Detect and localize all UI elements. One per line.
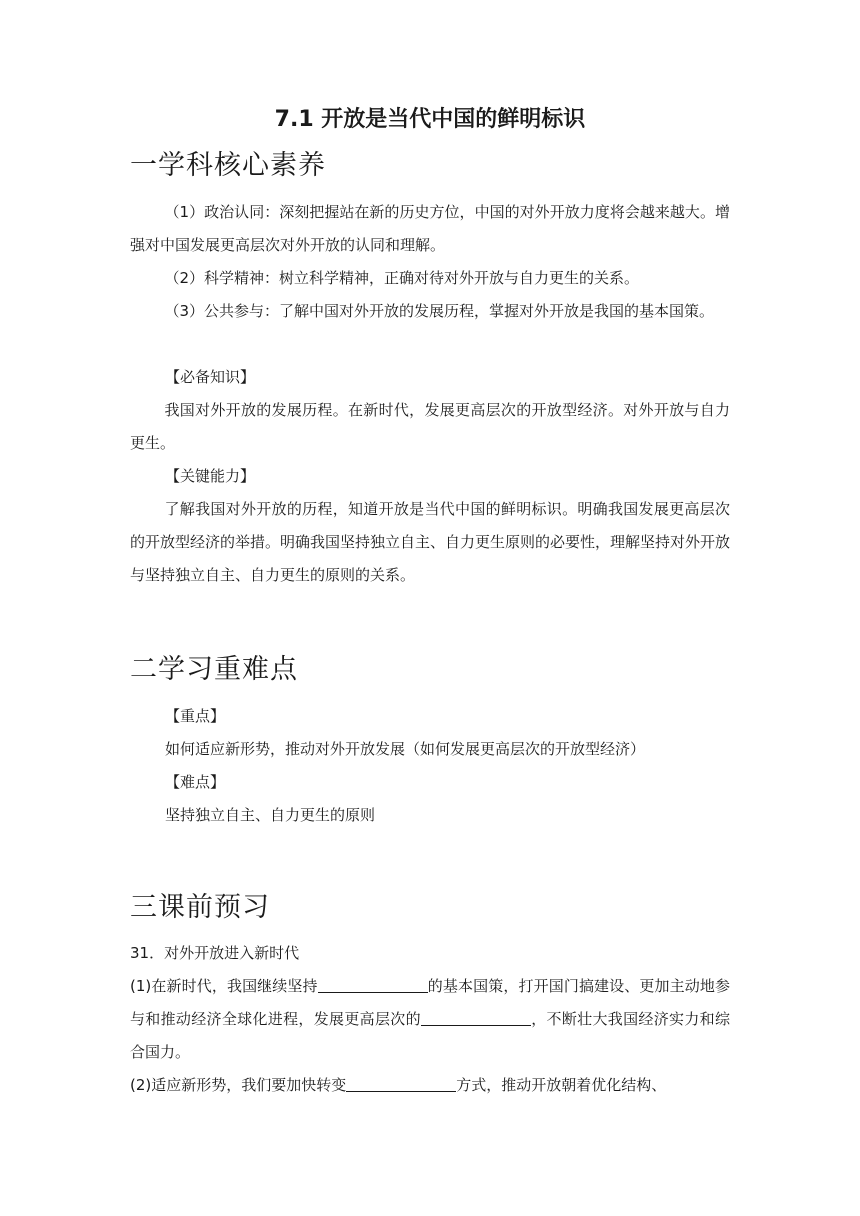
question-item-1 (130, 970, 730, 1069)
section1-paragraph-1: （1）政治认同：深刻把握站在新的历史方位，中国的对外开放力度将会越来越大。增强对中国发展更高层次对外开放的认同和理解。 (130, 203, 730, 254)
label-difficult-point: 【难点】 (165, 773, 226, 791)
label-key-ability: 【关键能力】 (165, 467, 256, 485)
item2-part-b: 方式，推动开放朝着优化结构、 (456, 1076, 667, 1094)
fill-blank-3[interactable] (346, 1073, 456, 1092)
document-title: 7.1 开放是当代中国的鲜明标识 (274, 107, 586, 132)
key-ability-text: 了解我国对外开放的历程，知道开放是当代中国的鲜明标识。明确我国发展更高层次的开放型经济的举措。明确我国坚持独立自主、自力更生原则的必要性，理解坚持对外开放与坚持独立自主、自力更生的原则的关系。 (130, 500, 731, 584)
item1-part-a: (1)在新时代，我国继续坚持 (130, 977, 318, 995)
key-point-text: 如何适应新形势，推动对外开放发展（如何发展更高层次的开放型经济） (165, 740, 646, 758)
item1-part-b: 的基本国策，打开国门搞建设、更加主动地参与和推动经济全球化进程，发展更高层次的 (130, 977, 730, 1028)
difficult-point-text: 坚持独立自主、自力更生的原则 (165, 806, 376, 824)
item2-part-a: (2)适应新形势，我们要加快转变 (130, 1076, 347, 1094)
label-key-point: 【重点】 (165, 707, 226, 725)
section3-heading: 三课前预习 (130, 892, 270, 923)
section1-paragraph-3: （3）公共参与：了解中国对外开放的发展历程，掌握对外开放是我国的基本国策。 (164, 302, 715, 320)
fill-blank-2[interactable] (421, 1007, 531, 1026)
label-required-knowledge: 【必备知识】 (165, 368, 256, 386)
section1-paragraph-2: （2）科学精神：树立科学精神，正确对待对外开放与自力更生的关系。 (164, 269, 640, 287)
fill-blank-1[interactable] (318, 974, 428, 993)
required-knowledge-text: 我国对外开放的发展历程。在新时代，发展更高层次的开放型经济。对外开放与自力更生。 (130, 401, 730, 452)
item1-part-c: ，不断壮大我国经济实力和综合国力。 (130, 1010, 730, 1061)
question-title: 31．对外开放进入新时代 (130, 944, 300, 962)
section2-heading: 二学习重难点 (130, 654, 298, 685)
question-item-2 (130, 1069, 730, 1102)
section1-heading: 一学科核心素养 (130, 150, 326, 181)
